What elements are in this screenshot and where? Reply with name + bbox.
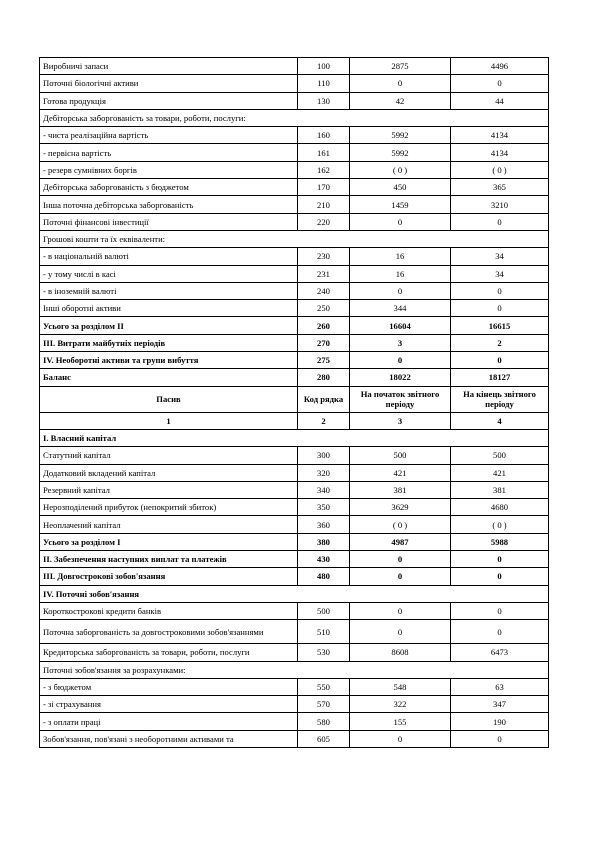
row-end-value: 3210 — [451, 196, 549, 213]
row-end-value: 347 — [451, 696, 549, 713]
row-label: Кредиторська заборгованість за товари, роботи, послуги — [40, 644, 298, 661]
row-end-value: 0 — [451, 75, 549, 92]
table-row — [40, 144, 549, 161]
table-row — [40, 92, 549, 109]
row-end-value: 63 — [451, 678, 549, 695]
row-end-value: 4496 — [451, 58, 549, 75]
row-label: Додатковий вкладений капітал — [40, 464, 298, 481]
row-start-value: 0 — [350, 282, 451, 299]
table-row — [40, 334, 549, 351]
row-end-value: 6473 — [451, 644, 549, 661]
table-row — [40, 516, 549, 533]
row-end-value: 0 — [451, 213, 549, 230]
row-code: 570 — [298, 696, 350, 713]
table-row — [40, 179, 549, 196]
table-row — [40, 713, 549, 730]
row-label: - у тому числі в касі — [40, 265, 298, 282]
table-row — [40, 300, 549, 317]
row-label: - резерв сумнівних боргів — [40, 161, 298, 178]
balance-table — [39, 57, 549, 748]
row-start-value: 0 — [350, 75, 451, 92]
row-code: 340 — [298, 481, 350, 498]
row-label: Виробничі запаси — [40, 58, 298, 75]
row-code: Код рядка — [298, 386, 350, 412]
row-label: Баланс — [40, 369, 298, 386]
row-end-value: 4134 — [451, 144, 549, 161]
table-row — [40, 730, 549, 747]
table-row — [40, 213, 549, 230]
row-label: - зі страхування — [40, 696, 298, 713]
row-code: 231 — [298, 265, 350, 282]
row-code: 430 — [298, 551, 350, 568]
row-label: Зобов'язання, пов'язані з необоротними активами та — [40, 730, 298, 747]
row-label: - первісна вартість — [40, 144, 298, 161]
row-start-value: 1459 — [350, 196, 451, 213]
row-start-value: На початок звітного періоду — [350, 386, 451, 412]
row-start-value: 3 — [350, 334, 451, 351]
row-end-value: 365 — [451, 179, 549, 196]
row-label: Статутний капітал — [40, 447, 298, 464]
row-start-value: 381 — [350, 481, 451, 498]
table-row — [40, 230, 549, 247]
row-start-value: 450 — [350, 179, 451, 196]
row-start-value: 500 — [350, 447, 451, 464]
row-start-value: 322 — [350, 696, 451, 713]
row-end-value: 34 — [451, 248, 549, 265]
row-code: 300 — [298, 447, 350, 464]
table-row — [40, 109, 549, 126]
row-end-value: 0 — [451, 730, 549, 747]
row-end-value: 0 — [451, 300, 549, 317]
row-start-value: 5992 — [350, 127, 451, 144]
row-end-value: 421 — [451, 464, 549, 481]
table-row — [40, 265, 549, 282]
row-code: 210 — [298, 196, 350, 213]
row-start-value: 3629 — [350, 499, 451, 516]
row-code: 130 — [298, 92, 350, 109]
row-code: 170 — [298, 179, 350, 196]
table-row — [40, 282, 549, 299]
table-row — [40, 661, 549, 678]
table-row — [40, 644, 549, 661]
row-code: 480 — [298, 568, 350, 585]
row-end-value: ( 0 ) — [451, 516, 549, 533]
row-label: IV. Необоротні активи та групи вибуття — [40, 352, 298, 369]
table-row — [40, 412, 549, 429]
row-code: 350 — [298, 499, 350, 516]
row-code: 500 — [298, 602, 350, 619]
row-label: Усього за розділом II — [40, 317, 298, 334]
row-label: Короткострокові кредити банків — [40, 602, 298, 619]
row-end-value: 2 — [451, 334, 549, 351]
row-code: 100 — [298, 58, 350, 75]
table-row — [40, 386, 549, 412]
table-row — [40, 127, 549, 144]
row-end-value: 0 — [451, 620, 549, 644]
row-code: 2 — [298, 412, 350, 429]
row-label: 1 — [40, 412, 298, 429]
row-start-value: 421 — [350, 464, 451, 481]
table-row — [40, 161, 549, 178]
row-label: - з бюджетом — [40, 678, 298, 695]
row-start-value: 16 — [350, 248, 451, 265]
row-label: Поточна заборгованість за довгостроковими зобов'язаннями — [40, 620, 298, 644]
row-label: Поточні фінансові інвестиції — [40, 213, 298, 230]
row-start-value: 0 — [350, 551, 451, 568]
row-code: 260 — [298, 317, 350, 334]
row-code: 360 — [298, 516, 350, 533]
row-end-value: 0 — [451, 551, 549, 568]
row-code: 510 — [298, 620, 350, 644]
section-label: IV. Поточні зобов'язання — [40, 585, 549, 602]
row-end-value: 16615 — [451, 317, 549, 334]
row-label: - чиста реалізаційна вартість — [40, 127, 298, 144]
table-row — [40, 248, 549, 265]
row-code: 240 — [298, 282, 350, 299]
row-code: 162 — [298, 161, 350, 178]
row-start-value: 0 — [350, 352, 451, 369]
row-end-value: 34 — [451, 265, 549, 282]
row-start-value: 344 — [350, 300, 451, 317]
row-code: 380 — [298, 533, 350, 550]
row-start-value: 0 — [350, 213, 451, 230]
row-label: Неоплачений капітал — [40, 516, 298, 533]
row-start-value: 0 — [350, 620, 451, 644]
row-end-value: 0 — [451, 568, 549, 585]
table-row — [40, 464, 549, 481]
row-code: 275 — [298, 352, 350, 369]
row-code: 270 — [298, 334, 350, 351]
balance-table-body — [40, 58, 549, 748]
table-row — [40, 196, 549, 213]
row-start-value: 548 — [350, 678, 451, 695]
table-row — [40, 75, 549, 92]
row-label: Пасив — [40, 386, 298, 412]
section-label: Поточні зобов'язання за розрахунками: — [40, 661, 549, 678]
row-label: Інша поточна дебіторська заборгованість — [40, 196, 298, 213]
row-end-value: 190 — [451, 713, 549, 730]
row-start-value: 0 — [350, 602, 451, 619]
table-row — [40, 317, 549, 334]
table-row — [40, 585, 549, 602]
table-row — [40, 678, 549, 695]
row-start-value: 42 — [350, 92, 451, 109]
table-row — [40, 369, 549, 386]
row-end-value: 4680 — [451, 499, 549, 516]
row-label: - з оплати праці — [40, 713, 298, 730]
table-row — [40, 533, 549, 550]
table-row — [40, 602, 549, 619]
row-code: 530 — [298, 644, 350, 661]
row-label: III. Витрати майбутніх періодів — [40, 334, 298, 351]
row-code: 320 — [298, 464, 350, 481]
row-end-value: 4134 — [451, 127, 549, 144]
row-code: 161 — [298, 144, 350, 161]
row-end-value: 500 — [451, 447, 549, 464]
row-start-value: 18022 — [350, 369, 451, 386]
row-code: 230 — [298, 248, 350, 265]
row-label: Поточні біологічні активи — [40, 75, 298, 92]
table-row — [40, 696, 549, 713]
section-label: Грошові кошти та їх еквіваленти: — [40, 230, 549, 247]
table-row — [40, 352, 549, 369]
row-label: Резервний капітал — [40, 481, 298, 498]
table-row — [40, 447, 549, 464]
row-start-value: 4987 — [350, 533, 451, 550]
table-row — [40, 58, 549, 75]
row-code: 160 — [298, 127, 350, 144]
row-end-value: 18127 — [451, 369, 549, 386]
row-label: Готова продукція — [40, 92, 298, 109]
row-start-value: 155 — [350, 713, 451, 730]
row-label: Дебіторська заборгованість з бюджетом — [40, 179, 298, 196]
row-code: 580 — [298, 713, 350, 730]
row-end-value: 0 — [451, 282, 549, 299]
table-row — [40, 620, 549, 644]
row-end-value: 381 — [451, 481, 549, 498]
row-label: Усього за розділом I — [40, 533, 298, 550]
row-label: III. Довгострокові зобов'язання — [40, 568, 298, 585]
row-start-value: 0 — [350, 568, 451, 585]
row-start-value: 2875 — [350, 58, 451, 75]
table-row — [40, 429, 549, 446]
table-row — [40, 551, 549, 568]
row-label: Інші оборотні активи — [40, 300, 298, 317]
row-code: 110 — [298, 75, 350, 92]
row-label: - в національній валюті — [40, 248, 298, 265]
table-row — [40, 499, 549, 516]
row-start-value: ( 0 ) — [350, 161, 451, 178]
row-end-value: 0 — [451, 602, 549, 619]
row-code: 220 — [298, 213, 350, 230]
row-start-value: 16 — [350, 265, 451, 282]
row-code: 280 — [298, 369, 350, 386]
table-row — [40, 481, 549, 498]
row-start-value: ( 0 ) — [350, 516, 451, 533]
row-end-value: 44 — [451, 92, 549, 109]
row-code: 250 — [298, 300, 350, 317]
row-code: 605 — [298, 730, 350, 747]
row-label: II. Забезпечення наступних виплат та платежів — [40, 551, 298, 568]
row-start-value: 0 — [350, 730, 451, 747]
row-start-value: 8608 — [350, 644, 451, 661]
row-start-value: 3 — [350, 412, 451, 429]
row-start-value: 5992 — [350, 144, 451, 161]
row-end-value: 5988 — [451, 533, 549, 550]
row-end-value: 4 — [451, 412, 549, 429]
row-end-value: 0 — [451, 352, 549, 369]
section-label: I. Власний капітал — [40, 429, 549, 446]
row-start-value: 16604 — [350, 317, 451, 334]
table-row — [40, 568, 549, 585]
row-end-value: ( 0 ) — [451, 161, 549, 178]
row-end-value: На кінець звітного періоду — [451, 386, 549, 412]
row-label: Нерозподілений прибуток (непокритий збиток) — [40, 499, 298, 516]
row-label: - в іноземній валюті — [40, 282, 298, 299]
row-code: 550 — [298, 678, 350, 695]
section-label: Дебіторська заборгованість за товари, роботи, послуги: — [40, 109, 549, 126]
